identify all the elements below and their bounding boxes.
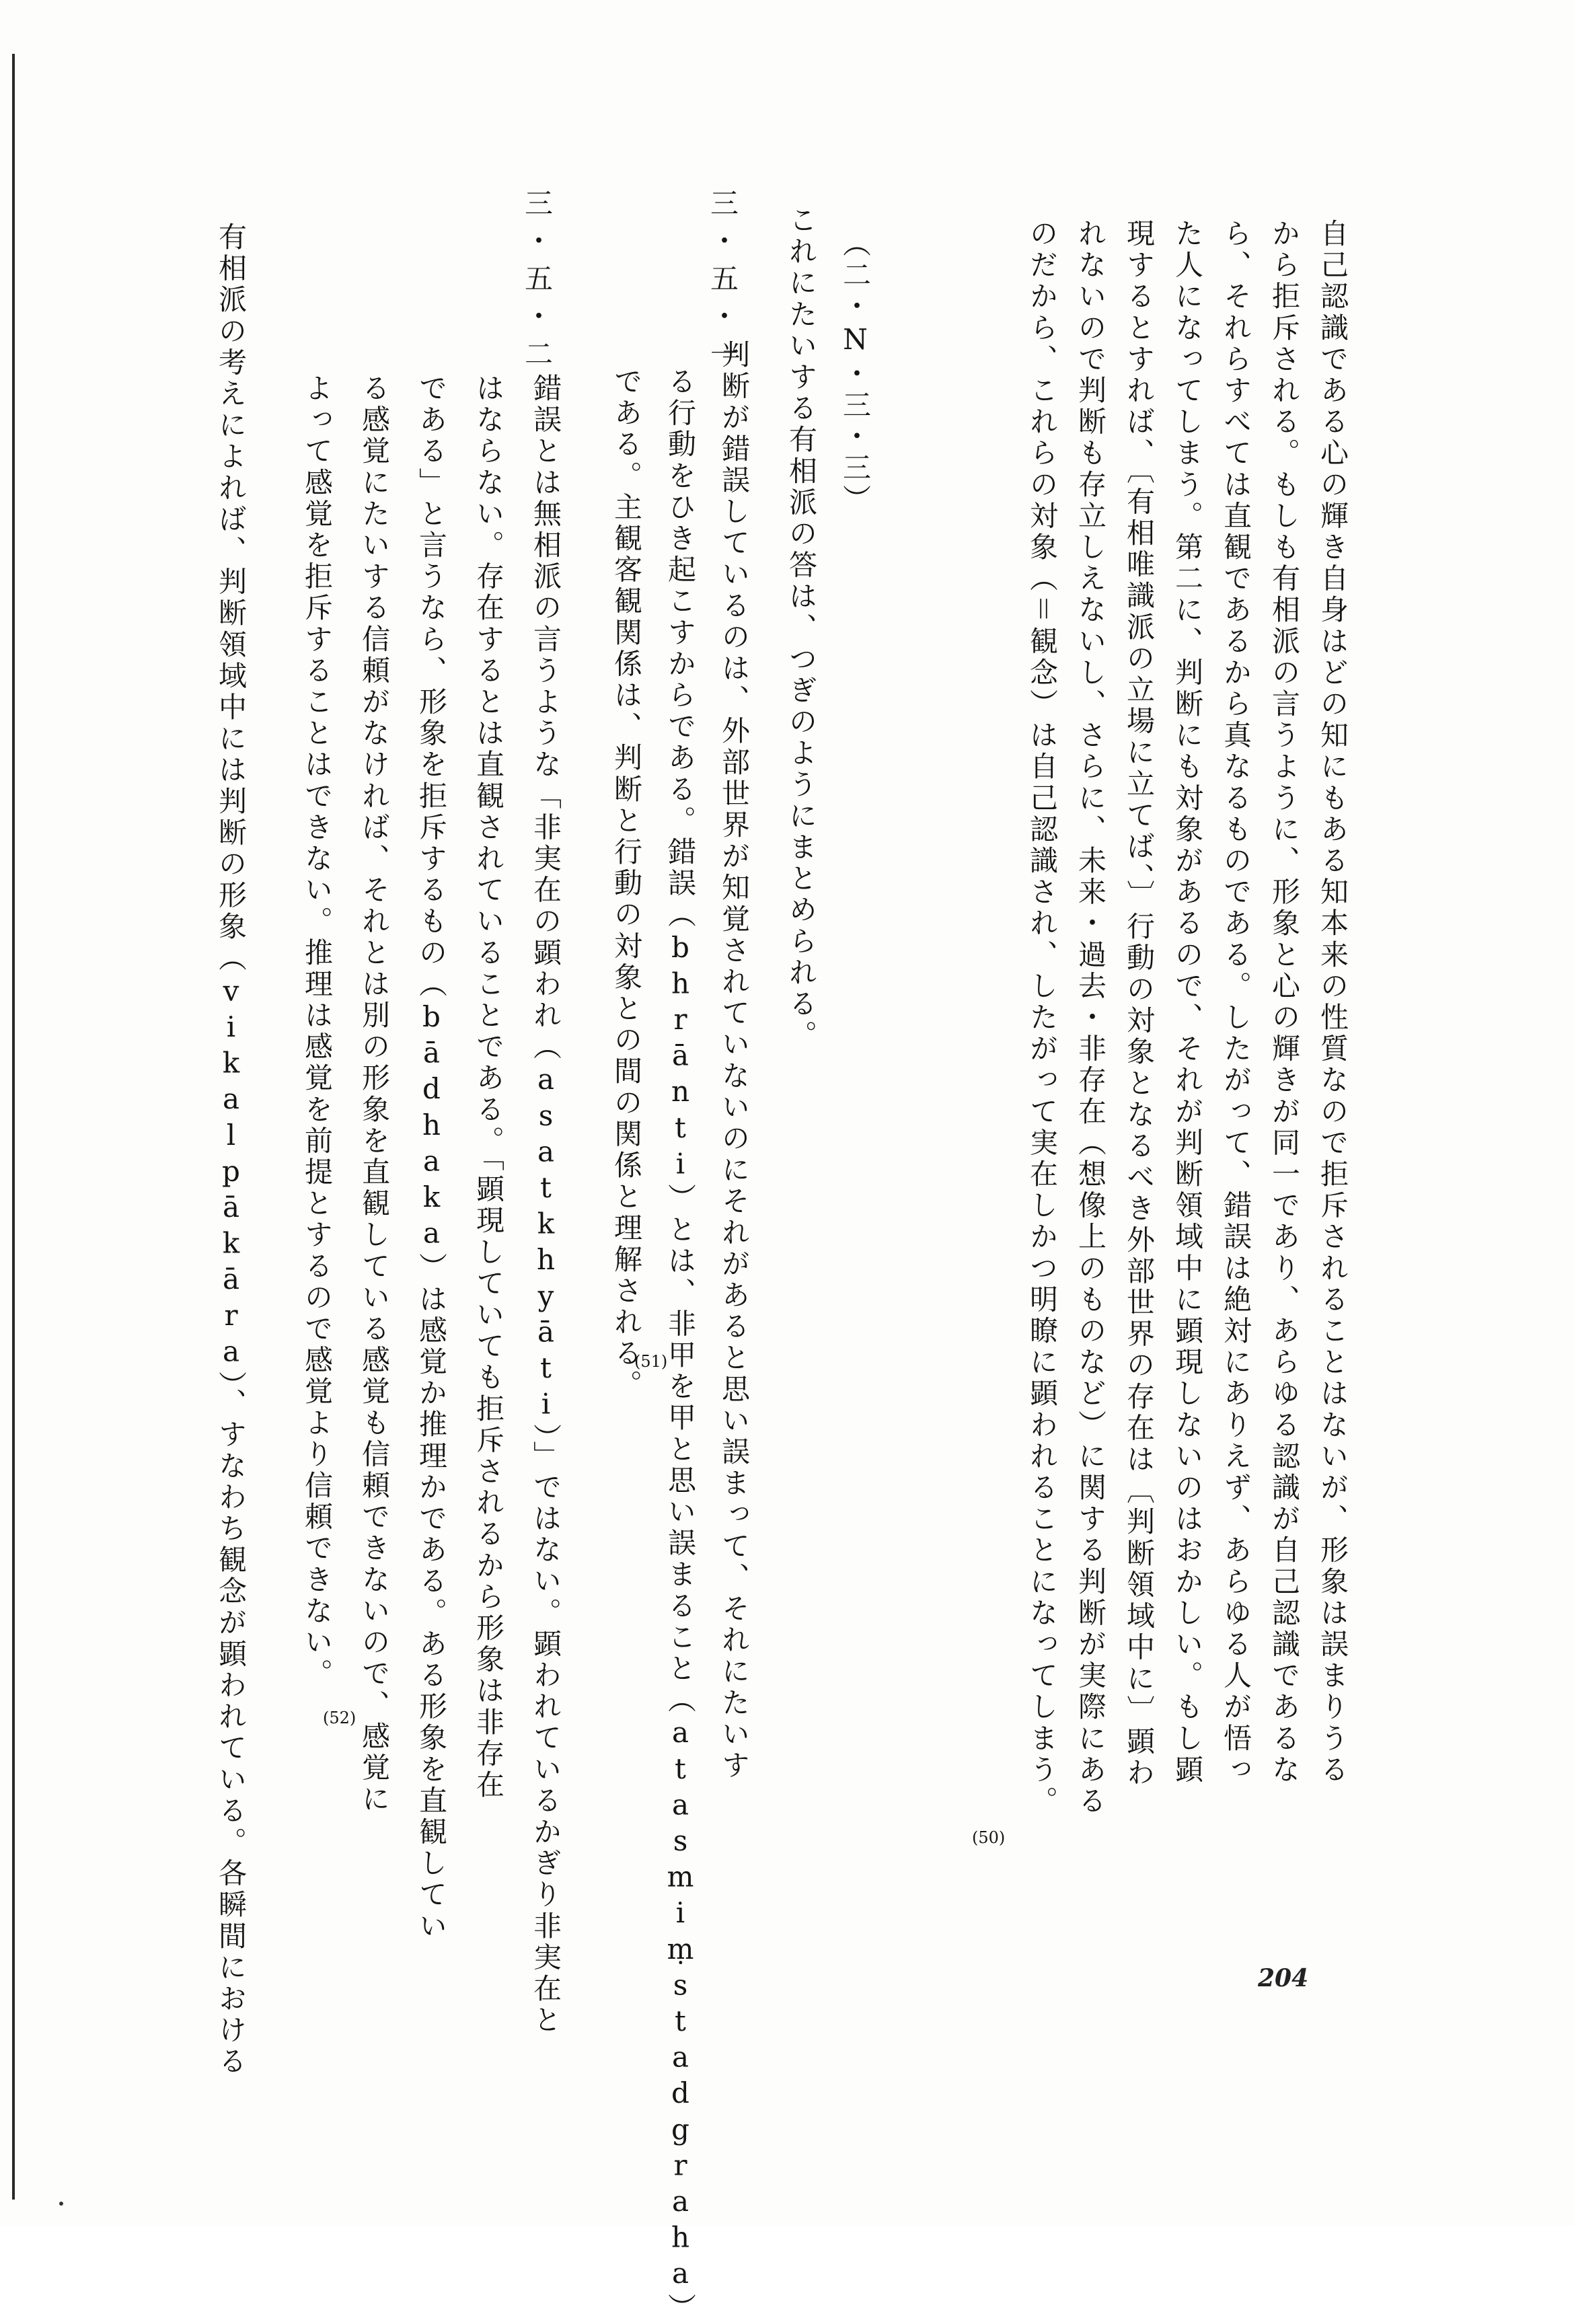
text-line-1: 自己認識である心の輝き自身はどの知にもある知本来の性質なので拒斥されることはないが、形象は誤まりうる: [1316, 219, 1349, 1786]
text-line-6: れないので判断も存立しえないし、さらに、未来・過去・非存在（想像上のものなど）に関する判断が実際にある: [1074, 219, 1107, 1817]
text-line-7: のだから、これらの対象（＝観念）は自己認識され、したがって実在しかつ明瞭に顕われることになってしまう。: [1026, 219, 1059, 1817]
page-number: 204: [1258, 1964, 1309, 1992]
text-line-11: 判断が錯誤しているのは、外部世界が知覚されていないのにそれがあると思い誤まって、それにたいす: [718, 340, 751, 1782]
text-line-2: から拒斥される。もしも有相派の言うように、形象と心の輝きが同一であり、あらゆる認識が自己認識であるな: [1268, 219, 1301, 1786]
text-line-16: はならない。存在するとは直観されていることである。「顕現していても拒斥されるから形象は非存在: [472, 373, 505, 1801]
note-ref-50: (50): [972, 1828, 1006, 1847]
text-line-20: 有相派の考えによれば、判断領域中には判断の形象（vikalpākāra）、すなわち観念が顕われている。各瞬間における: [215, 222, 248, 2078]
text-line-17: である」と言うなら、形象を拒斥するもの（bādhaka）は感覚か推理かである。ある形象を直観してい: [415, 373, 448, 1943]
note-ref-51: (51): [634, 1352, 668, 1371]
text-line-12: る行動をひき起こすからである。錯誤（bhrānti）とは、非甲を甲と思い誤まること（atasmiṃstadgraha）: [664, 367, 697, 2324]
text-line-13: である。主観客観関係は、判断と行動の対象との間の関係と理解される。: [610, 367, 643, 1401]
binding-edge: [12, 54, 15, 2200]
text-line-4: た人になってしまう。第二に、判断にも対象があるので、それが判断領域中に顕現しないのはおかしい。もし顕: [1171, 219, 1204, 1786]
text-line-19: よって感覚を拒斥することはできない。推理は感覚を前提とするので感覚より信頼できない。: [301, 373, 334, 1690]
text-line-9: これにたいする有相派の答は、つぎのようにまとめられる。: [785, 205, 818, 1052]
section-heading-3-5-2: 三・五・二: [521, 188, 554, 377]
text-line-3: ら、それらすべては直観であるから真なるものである。したがって、錯誤は絶対にありえず、あらゆる人が悟っ: [1220, 219, 1252, 1786]
text-line-15: 錯誤とは無相派の言うような「非実在の顕われ（asatkhyāti）」ではない。顕われているかぎり非実在と: [529, 373, 562, 2037]
note-ref-52: (52): [323, 1709, 357, 1727]
section-heading-3-5-1: 三・五・一: [706, 188, 739, 377]
text-line-5: 現するとすれば、〔有相唯識派の立場に立てば、〕行動の対象となるべき外部世界の存在は〔判断領域中に〕顕わ: [1123, 219, 1156, 1789]
citation-line: （二・N・三・三）: [839, 229, 872, 516]
text-line-18: る感覚にたいする信頼がなければ、それとは別の形象を直観している感覚も信頼できないので、感覚に: [358, 373, 391, 1815]
scan-speck: [59, 2202, 63, 2206]
